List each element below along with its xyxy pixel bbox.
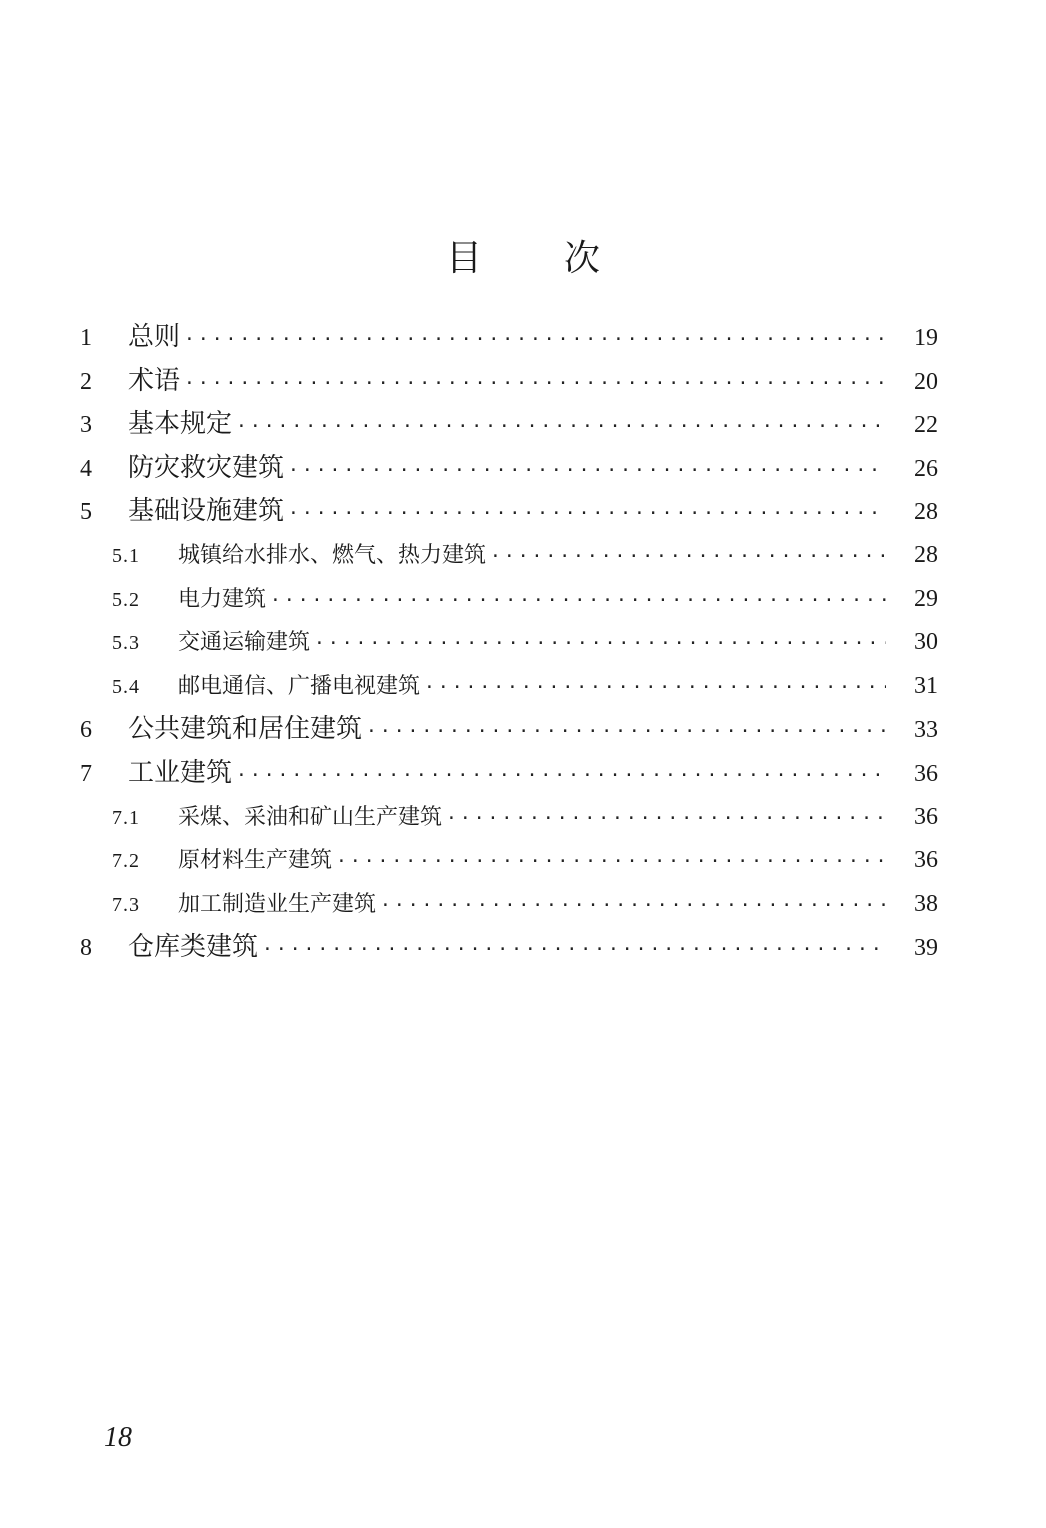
toc-entry-page: 39 bbox=[914, 935, 938, 962]
dot-leader bbox=[314, 622, 886, 666]
toc-entry-number: 5.4 bbox=[112, 675, 140, 698]
toc-entry-page: 36 bbox=[914, 803, 938, 830]
toc-subentry[interactable] bbox=[80, 534, 938, 578]
dot-leader bbox=[236, 405, 886, 449]
toc-entry-number: 7.2 bbox=[112, 850, 140, 873]
toc-entry-page: 38 bbox=[914, 890, 938, 917]
toc-entry-page: 19 bbox=[914, 325, 938, 351]
toc-subentry[interactable] bbox=[80, 796, 938, 840]
toc-entry-title: 工业建筑 bbox=[128, 757, 233, 788]
toc-entry-title: 加工制造业生产建筑 bbox=[178, 891, 377, 917]
dot-leader bbox=[424, 666, 886, 710]
toc-entry-number: 5.1 bbox=[112, 544, 140, 567]
page-number: 18 bbox=[104, 1422, 132, 1453]
toc-entry-number: 3 bbox=[80, 412, 92, 439]
toc-entry[interactable] bbox=[80, 490, 938, 534]
dot-leader bbox=[490, 535, 886, 579]
toc-entry-title: 仓库类建筑 bbox=[128, 932, 259, 963]
toc-entry-page: 29 bbox=[914, 585, 938, 612]
toc-entry-page: 31 bbox=[914, 672, 938, 699]
toc-entry[interactable] bbox=[80, 752, 938, 796]
dot-leader bbox=[270, 579, 886, 623]
toc-entry-page: 28 bbox=[914, 541, 938, 568]
dot-leader bbox=[366, 710, 886, 754]
dot-leader bbox=[336, 840, 886, 884]
table-of-contents bbox=[80, 316, 938, 970]
toc-entry-number: 7.1 bbox=[112, 806, 140, 829]
toc-entry-number: 6 bbox=[80, 717, 92, 744]
toc-entry-title: 邮电通信、广播电视建筑 bbox=[178, 673, 421, 699]
toc-entry-page: 36 bbox=[914, 847, 938, 874]
toc-entry-page: 33 bbox=[914, 717, 938, 744]
toc-entry-page: 26 bbox=[914, 455, 938, 482]
toc-entry-page: 22 bbox=[914, 412, 938, 439]
dot-leader bbox=[446, 797, 886, 841]
toc-entry-title: 术语 bbox=[128, 365, 181, 396]
toc-entry-page: 20 bbox=[914, 368, 938, 395]
dot-leader bbox=[236, 754, 886, 798]
toc-entry-number: 5.2 bbox=[112, 588, 140, 611]
toc-subentry[interactable] bbox=[80, 665, 938, 709]
toc-entry-number: 7 bbox=[80, 760, 92, 787]
toc-entry-number: 5.3 bbox=[112, 632, 140, 655]
toc-entry-number: 4 bbox=[80, 455, 92, 482]
toc-entry-title: 原材料生产建筑 bbox=[178, 848, 333, 874]
dot-leader bbox=[288, 492, 886, 536]
dot-leader bbox=[262, 928, 886, 972]
toc-entry[interactable] bbox=[80, 360, 938, 404]
toc-entry-title: 公共建筑和居住建筑 bbox=[128, 714, 363, 745]
page-title: 目次 bbox=[445, 238, 682, 280]
toc-subentry[interactable] bbox=[80, 839, 938, 883]
toc-entry[interactable] bbox=[80, 316, 938, 360]
toc-entry-title: 防灾救灾建筑 bbox=[128, 452, 285, 483]
dot-leader bbox=[184, 362, 886, 406]
toc-subentry[interactable] bbox=[80, 621, 938, 665]
toc-entry-title: 基础设施建筑 bbox=[128, 496, 285, 527]
toc-entry-page: 36 bbox=[914, 760, 938, 787]
toc-entry-title: 电力建筑 bbox=[178, 586, 267, 612]
toc-entry[interactable] bbox=[80, 708, 938, 752]
toc-entry-page: 28 bbox=[914, 499, 938, 526]
toc-subentry[interactable] bbox=[80, 578, 938, 622]
toc-subentry[interactable] bbox=[80, 883, 938, 927]
toc-entry-title: 城镇给水排水、燃气、热力建筑 bbox=[178, 542, 487, 568]
toc-entry[interactable] bbox=[80, 403, 938, 447]
toc-entry-title: 采煤、采油和矿山生产建筑 bbox=[178, 804, 443, 830]
dot-leader bbox=[184, 318, 886, 362]
toc-entry-number: 8 bbox=[80, 935, 92, 962]
toc-entry-title: 基本规定 bbox=[128, 409, 233, 440]
toc-entry-title: 交通运输建筑 bbox=[178, 630, 311, 656]
toc-entry-number: 7.3 bbox=[112, 893, 140, 916]
toc-entry-title: 总则 bbox=[128, 322, 181, 352]
dot-leader bbox=[380, 884, 886, 928]
toc-entry[interactable] bbox=[80, 447, 938, 491]
dot-leader bbox=[288, 449, 886, 493]
toc-entry-page: 30 bbox=[914, 629, 938, 656]
toc-entry[interactable] bbox=[80, 926, 938, 970]
toc-entry-number: 5 bbox=[80, 499, 92, 526]
toc-entry-number: 2 bbox=[80, 368, 92, 395]
toc-entry-number: 1 bbox=[80, 325, 92, 351]
